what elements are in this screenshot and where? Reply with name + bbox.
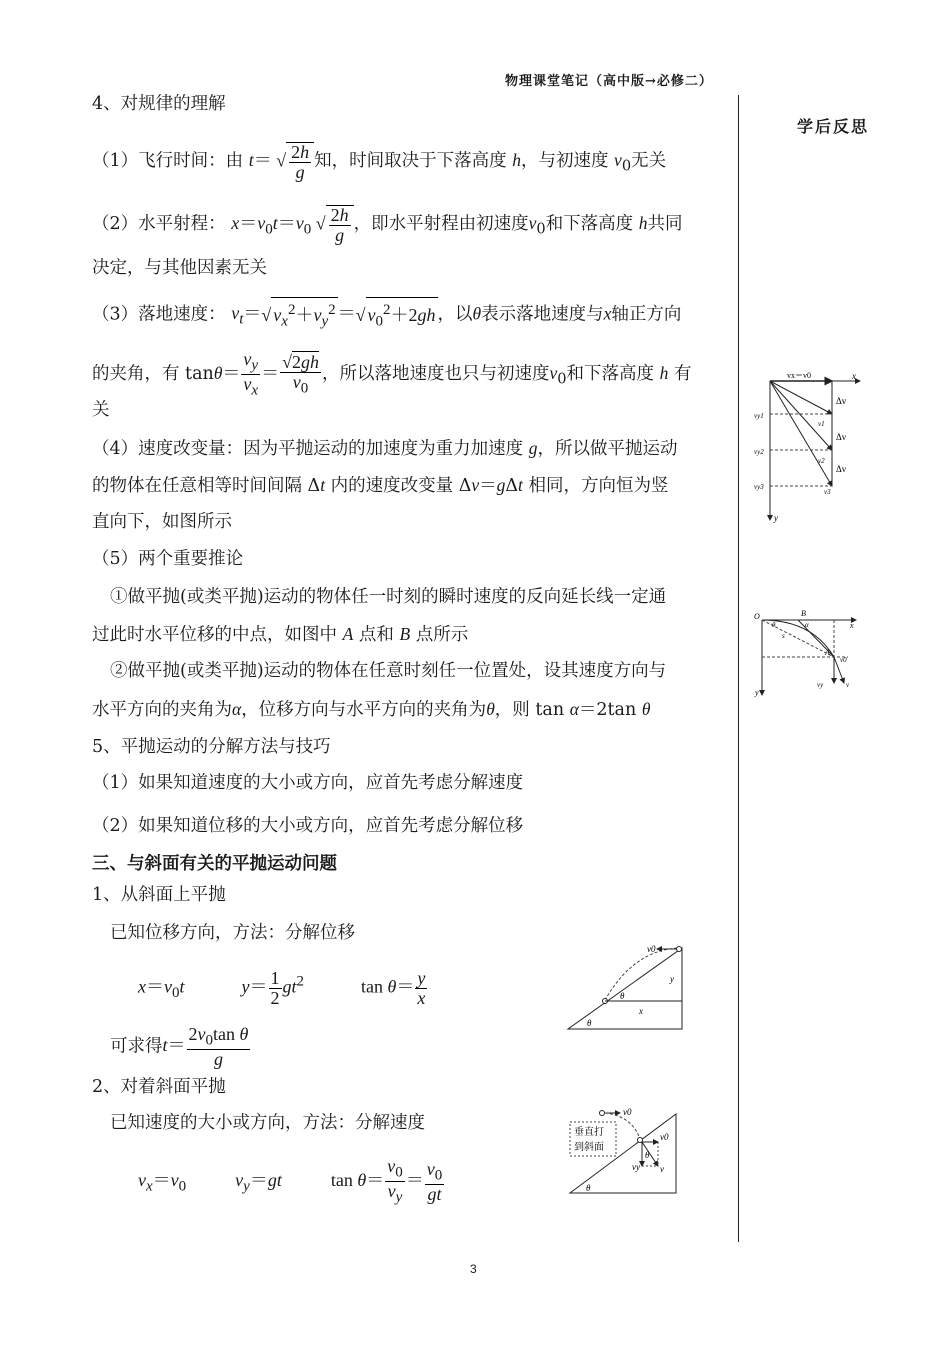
point-b-label: B: [801, 609, 806, 618]
subsection-1-title: 1、从斜面上平抛: [92, 885, 226, 905]
fig3-x-label: x: [639, 1006, 643, 1016]
fig4-vy-label: vy: [632, 1162, 640, 1172]
fig3-theta-upper-label: θ: [620, 991, 625, 1001]
fig2-s-label: s: [782, 632, 785, 640]
fig2-y-label: y: [755, 688, 759, 697]
vx-label: vx＝v0: [787, 371, 811, 380]
fig4-v0-top-label: v0: [623, 1107, 632, 1117]
dv-label-1: Δv: [836, 396, 847, 406]
page-header: 物理课堂笔记（高中版→必修二）: [505, 74, 713, 89]
sidebar-title: 学后反思: [797, 117, 870, 136]
paragraph-1: （1）飞行时间：由 t＝ √ $\frac{2h}{g}$ 知，时间取决于下落高度 h，与初速度 $v_0$无关: [92, 142, 667, 182]
paragraph-4-cont: 的物体在任意相等时间间隔 Δt 内的速度改变量 Δv＝gΔt 相同，方向恒为竖: [92, 475, 669, 496]
annotation-line-2: 到斜面: [574, 1142, 604, 1153]
paragraph-3: （3）落地速度： $v_t=√$ $v_x^2+v_y^2$ ＝√ $v_0^2+2gh$ ，以θ表示落地速度与x轴正方向: [92, 297, 681, 334]
inference-1: ①做平抛(或类平抛)运动的物体任一时刻的瞬时速度的反向延长线一定通: [110, 587, 667, 607]
range-formula: $x=v_0t=v_0$ √ $\frac{2h}{g}$: [231, 213, 353, 233]
subsection-2-title: 2、对着斜面平抛: [92, 1077, 226, 1097]
dv-label-2: Δv: [836, 432, 847, 442]
section-3-title: 三、与斜面有关的平抛运动问题: [92, 854, 337, 874]
slope-impact-figure: [560, 1102, 680, 1197]
inference-figure: [752, 605, 860, 700]
fig3-y-label: y: [670, 974, 674, 984]
fig1-y-label: y: [774, 513, 778, 523]
subsection-2-desc: 已知速度的大小或方向，方法：分解速度: [110, 1113, 425, 1133]
section-4-title: 4、对规律的理解: [92, 94, 226, 114]
landing-speed-formula: $v_t=√$ $v_x^2+v_y^2$ ＝√ $v_0^2+2gh$: [231, 303, 437, 323]
paragraph-4: （4）速度改变量：因为平抛运动的加速度为重力加速度 g，所以做平抛运动: [92, 438, 678, 459]
inference-2: ②做平抛(或类平抛)运动的物体在任意时刻任一位置处，设其速度方向与: [110, 661, 667, 681]
displacement-formulas: $x=v_0t$ y＝ $\frac{1}{2}$ $gt^2$ tan θ＝ $\frac{y}{x}$: [138, 968, 426, 1008]
subsection-1-desc: 已知位移方向，方法：分解位移: [110, 923, 355, 943]
v1-label: v1: [818, 420, 825, 428]
paragraph-2: （2）水平射程： $x=v_0t=v_0$ √ $\frac{2h}{g}$ ，即水平射程由初速度$v_0$和下落高度 h共同: [92, 205, 683, 245]
fig4-v-label: v: [660, 1164, 664, 1174]
section-5-title: 5、平抛运动的分解方法与技巧: [92, 737, 331, 757]
velocity-change-figure: [752, 368, 870, 526]
point-o-label: O: [754, 612, 760, 621]
vy3-label: vy3: [754, 483, 764, 491]
inference-2-cont: 水平方向的夹角为α，位移方向与水平方向的夹角为θ，则 tan α＝2tan θ: [92, 699, 651, 720]
fig4-v0-label: v0: [660, 1132, 669, 1142]
fig3-theta-lower-label: θ: [587, 1018, 592, 1028]
paragraph-5: （5）两个重要推论: [92, 549, 244, 569]
time-formula: t＝ √ $\frac{2h}{g}$: [249, 150, 314, 170]
subsection-1-result: 可求得t＝ $\frac{2v_0\tan \theta}{g}$: [110, 1024, 249, 1070]
paragraph-2-cont: 决定，与其他因素无关: [92, 258, 267, 278]
tip-1: （1）如果知道速度的大小或方向，应首先考虑分解速度: [92, 773, 524, 793]
fig2-theta-label: θ: [772, 621, 776, 629]
paragraph-4-end: 直向下，如图所示: [92, 512, 232, 532]
fig2-vy-label: vy: [817, 681, 824, 689]
fig2-x-label: x: [850, 621, 854, 630]
vy2-label: vy2: [754, 448, 764, 456]
dv-label-3: Δv: [836, 464, 847, 474]
fig4-theta-lower-label: θ: [586, 1183, 591, 1193]
v2-label: v2: [818, 457, 825, 465]
annotation-line-1: 垂直打: [574, 1127, 604, 1138]
page-number: 3: [470, 1262, 477, 1276]
paragraph-3-end: 关: [92, 400, 110, 420]
vy1-label: vy1: [754, 412, 764, 420]
fig2-alpha-label: α: [805, 621, 809, 629]
fig1-x-label: x: [852, 371, 856, 381]
tip-2: （2）如果知道位移的大小或方向，应首先考虑分解位移: [92, 816, 524, 836]
v3-label: v3: [824, 488, 831, 496]
point-a-label: A: [825, 648, 830, 657]
fig2-v-label: v: [846, 681, 850, 689]
slope-launch-figure: [565, 940, 690, 1032]
fig3-v0-label: v0: [647, 944, 656, 954]
paragraph-3-cont: 的夹角，有 tanθ＝ $\frac{v_y}{v_x}$ ＝ $\frac{√2gh}{v_0}$ ，所以落地速度也只与初速度$v_0$和下落高度 h 有: [92, 349, 692, 399]
velocity-formulas: $v_x=v_0$ $v_y=gt$ tan θ＝ $\frac{v_0}{v_y}$ ＝ $\frac{v_0}{gt}$: [138, 1156, 443, 1206]
fig2-v0-label: v0: [840, 656, 847, 664]
fig4-theta-upper-label: θ: [645, 1150, 650, 1160]
inference-1-cont: 过此时水平位移的中点，如图中 A 点和 B 点所示: [92, 624, 469, 645]
margin-divider: [738, 95, 739, 1242]
